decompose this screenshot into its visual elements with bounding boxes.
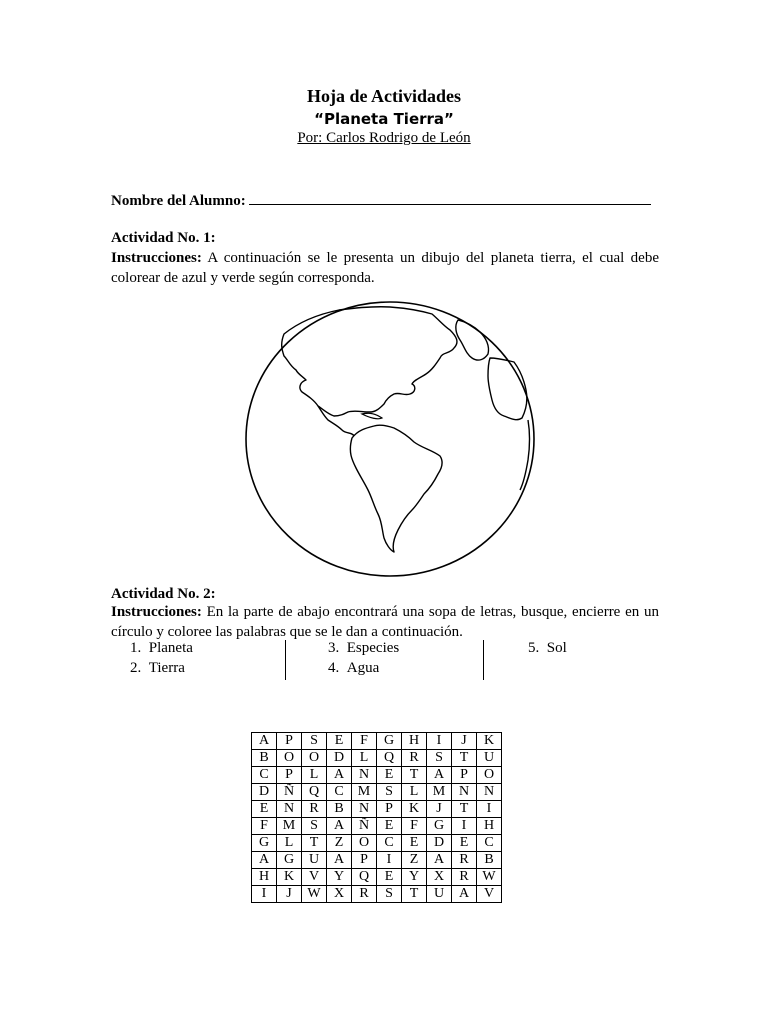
grid-cell[interactable]: C [377, 835, 402, 852]
grid-cell[interactable]: X [327, 886, 352, 903]
grid-cell[interactable]: S [427, 750, 452, 767]
page-subtitle: “Planeta Tierra” [314, 110, 454, 128]
grid-row [252, 852, 502, 869]
grid-cell[interactable]: E [377, 869, 402, 886]
grid-cell[interactable]: E [327, 733, 352, 750]
grid-cell[interactable]: C [252, 767, 277, 784]
grid-cell[interactable]: C [327, 784, 352, 801]
grid-cell[interactable]: A [327, 852, 352, 869]
greenland-outline [456, 320, 489, 360]
grid-cell[interactable]: V [477, 886, 502, 903]
grid-cell[interactable]: I [477, 801, 502, 818]
grid-cell[interactable]: W [477, 869, 502, 886]
grid-cell[interactable]: N [352, 801, 377, 818]
grid-cell[interactable]: Ñ [277, 784, 302, 801]
word-number: 2. [130, 660, 142, 676]
grid-cell[interactable]: O [302, 750, 327, 767]
grid-cell[interactable]: F [252, 818, 277, 835]
grid-row [252, 818, 502, 835]
column-divider [483, 640, 484, 680]
grid-cell[interactable]: W [302, 886, 327, 903]
grid-cell[interactable]: T [402, 886, 427, 903]
grid-cell[interactable]: I [377, 852, 402, 869]
word-item-1 [130, 640, 193, 657]
grid-cell[interactable]: N [477, 784, 502, 801]
grid-cell[interactable]: Q [302, 784, 327, 801]
grid-cell[interactable]: S [377, 886, 402, 903]
grid-cell[interactable]: B [252, 750, 277, 767]
word-number: 4. [328, 660, 340, 676]
activity2-heading: Actividad No. 2: [111, 586, 216, 602]
grid-cell[interactable]: N [277, 801, 302, 818]
grid-cell[interactable]: M [427, 784, 452, 801]
grid-cell[interactable]: Ñ [352, 818, 377, 835]
grid-cell[interactable]: R [452, 869, 477, 886]
grid-cell[interactable]: H [477, 818, 502, 835]
activity2-instructions [111, 602, 659, 642]
grid-cell[interactable]: T [402, 767, 427, 784]
grid-cell[interactable]: E [377, 818, 402, 835]
student-name-blank[interactable] [249, 190, 651, 205]
activity2-instructions-label: Instrucciones: [111, 604, 202, 620]
grid-cell[interactable]: P [452, 767, 477, 784]
grid-cell[interactable]: P [277, 733, 302, 750]
grid-cell[interactable]: P [277, 767, 302, 784]
activity2-instructions-text: En la parte de abajo encontrará una sopa de letras, busque, encierre en un círculo y coloree las palabras que se le dan a continuación. [111, 604, 660, 640]
grid-cell[interactable]: Q [352, 869, 377, 886]
grid-cell[interactable]: A [252, 733, 277, 750]
grid-cell[interactable]: Q [377, 750, 402, 767]
grid-cell[interactable]: L [302, 767, 327, 784]
grid-row [252, 886, 502, 903]
grid-cell[interactable]: M [277, 818, 302, 835]
grid-cell[interactable]: P [352, 852, 377, 869]
grid-cell[interactable]: O [277, 750, 302, 767]
word-item-5 [528, 640, 567, 657]
grid-cell[interactable]: P [377, 801, 402, 818]
grid-cell[interactable]: I [252, 886, 277, 903]
grid-cell[interactable]: J [452, 733, 477, 750]
grid-cell[interactable]: X [427, 869, 452, 886]
word-item-3 [328, 640, 399, 657]
grid-cell[interactable]: D [327, 750, 352, 767]
south-america-outline [350, 425, 442, 552]
grid-cell[interactable]: R [302, 801, 327, 818]
word-search-grid [251, 732, 502, 903]
grid-cell[interactable]: I [427, 733, 452, 750]
cuba-outline [362, 413, 382, 419]
grid-cell[interactable]: F [352, 733, 377, 750]
grid-row [252, 784, 502, 801]
grid-row [252, 750, 502, 767]
grid-cell[interactable]: K [402, 801, 427, 818]
grid-cell[interactable]: J [277, 886, 302, 903]
page-title: Hoja de Actividades [306, 86, 461, 106]
grid-row [252, 801, 502, 818]
grid-cell[interactable]: C [477, 835, 502, 852]
student-name-line [111, 190, 659, 210]
africa-outline [488, 358, 527, 420]
grid-cell[interactable]: R [402, 750, 427, 767]
grid-cell[interactable]: L [402, 784, 427, 801]
grid-cell[interactable]: G [427, 818, 452, 835]
activity1-instructions-text: A continuación se le presenta un dibujo del planeta tierra, el cual debe colorear de azul y verde según corresponda. [111, 250, 659, 286]
grid-cell[interactable]: A [427, 767, 452, 784]
word-number: 1. [130, 640, 142, 656]
activity1-heading: Actividad No. 1: [111, 230, 216, 246]
grid-cell[interactable]: O [352, 835, 377, 852]
grid-cell[interactable]: G [277, 852, 302, 869]
grid-cell[interactable]: K [277, 869, 302, 886]
grid-cell[interactable]: H [402, 733, 427, 750]
word-text: Agua [346, 660, 380, 676]
grid-cell[interactable]: A [327, 818, 352, 835]
student-name-label: Nombre del Alumno: [111, 193, 246, 209]
grid-cell[interactable]: A [327, 767, 352, 784]
grid-cell[interactable]: I [452, 818, 477, 835]
earth-globe-drawing [244, 300, 536, 578]
grid-cell[interactable]: R [352, 886, 377, 903]
grid-cell[interactable]: D [427, 835, 452, 852]
grid-cell[interactable]: Z [402, 852, 427, 869]
grid-cell[interactable]: B [327, 801, 352, 818]
grid-cell[interactable]: N [352, 767, 377, 784]
word-text: Planeta [148, 640, 193, 656]
grid-cell[interactable]: R [452, 852, 477, 869]
grid-row [252, 767, 502, 784]
grid-cell[interactable]: S [377, 784, 402, 801]
grid-cell[interactable]: V [302, 869, 327, 886]
word-text: Especies [346, 640, 400, 656]
grid-cell[interactable]: D [252, 784, 277, 801]
grid-cell[interactable]: Z [327, 835, 352, 852]
grid-cell[interactable]: L [352, 750, 377, 767]
activity1-instructions [111, 248, 659, 288]
column-divider [285, 640, 286, 680]
grid-cell[interactable]: J [427, 801, 452, 818]
grid-cell[interactable]: L [277, 835, 302, 852]
grid-cell[interactable]: A [452, 886, 477, 903]
grid-cell[interactable]: E [452, 835, 477, 852]
grid-cell[interactable]: H [252, 869, 277, 886]
grid-cell[interactable]: U [477, 750, 502, 767]
grid-cell[interactable]: E [402, 835, 427, 852]
grid-cell[interactable]: O [477, 767, 502, 784]
grid-cell[interactable]: K [477, 733, 502, 750]
word-number: 5. [528, 640, 540, 656]
activity1-instructions-label: Instrucciones: [111, 250, 202, 266]
word-item-2 [130, 660, 185, 677]
grid-cell[interactable]: A [427, 852, 452, 869]
grid-cell[interactable]: T [302, 835, 327, 852]
author-line: Por: Carlos Rodrigo de León [297, 130, 471, 146]
grid-cell[interactable]: G [252, 835, 277, 852]
grid-cell[interactable]: T [452, 750, 477, 767]
grid-cell[interactable]: A [252, 852, 277, 869]
grid-cell[interactable]: E [377, 767, 402, 784]
grid-cell[interactable]: Y [327, 869, 352, 886]
word-text: Tierra [148, 660, 185, 676]
word-number: 3. [328, 640, 340, 656]
grid-cell[interactable]: M [352, 784, 377, 801]
grid-cell[interactable]: T [452, 801, 477, 818]
grid-row [252, 733, 502, 750]
word-item-4 [328, 660, 379, 677]
grid-cell[interactable]: Y [402, 869, 427, 886]
word-text: Sol [546, 640, 567, 656]
grid-row [252, 835, 502, 852]
globe-outline [246, 302, 534, 576]
grid-row [252, 869, 502, 886]
north-america-outline [282, 307, 457, 416]
grid-cell[interactable]: G [377, 733, 402, 750]
grid-cell[interactable]: S [302, 733, 327, 750]
grid-cell[interactable]: F [402, 818, 427, 835]
grid-cell[interactable]: E [252, 801, 277, 818]
grid-cell[interactable]: U [302, 852, 327, 869]
grid-cell[interactable]: B [477, 852, 502, 869]
grid-cell[interactable]: U [427, 886, 452, 903]
grid-cell[interactable]: S [302, 818, 327, 835]
grid-cell[interactable]: N [452, 784, 477, 801]
